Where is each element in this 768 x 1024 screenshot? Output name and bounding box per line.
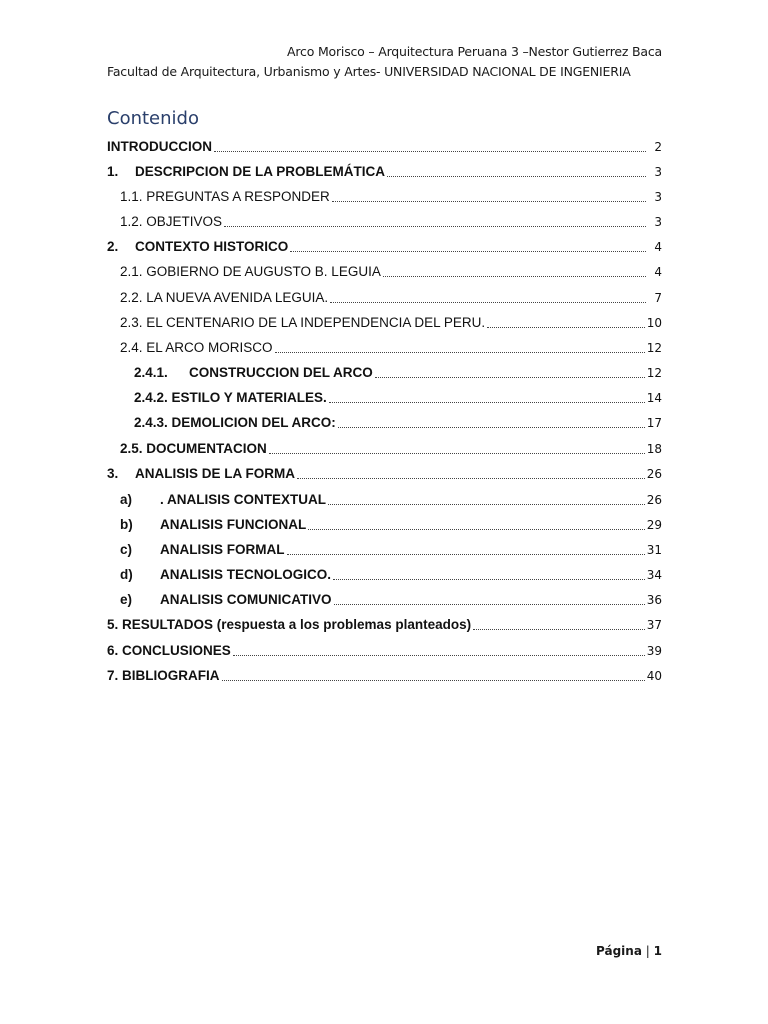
toc-entry[interactable] (134, 409, 662, 431)
toc-entry-title: 2.1. GOBIERNO DE AUGUSTO B. LEGUIA (120, 264, 381, 279)
dot-leader (269, 452, 645, 454)
dot-leader (214, 150, 646, 152)
toc-entry[interactable] (120, 183, 662, 205)
toc-entry-page: 40 (646, 669, 662, 683)
toc-entry-title: ANALISIS COMUNICATIVO (160, 592, 332, 607)
toc-entry[interactable] (120, 511, 662, 533)
toc-entry[interactable] (134, 384, 662, 406)
toc-entry[interactable] (107, 133, 662, 155)
toc-entry-page: 37 (646, 618, 662, 632)
toc-entry-page: 3 (654, 165, 662, 179)
toc-entry-title: CONSTRUCCION DEL ARCO (189, 365, 373, 380)
toc-entry-title: CONTEXTO HISTORICO (135, 239, 289, 254)
toc-entry[interactable] (107, 158, 662, 180)
toc-entry-page: 4 (654, 265, 662, 279)
dot-leader (473, 628, 645, 630)
toc-entry-page: 18 (646, 442, 662, 456)
toc-entry-title: . ANALISIS CONTEXTUAL (160, 492, 327, 507)
toc-entry[interactable] (120, 208, 662, 230)
toc-entry-page: 12 (646, 366, 662, 380)
toc-entry-page: 17 (646, 416, 662, 430)
toc-entry-number: 1. (107, 164, 119, 179)
toc-entry-title: ANALISIS FORMAL (160, 542, 285, 557)
toc-entry-page: 10 (646, 316, 662, 330)
page-separator: | (645, 944, 650, 958)
dot-leader (290, 250, 646, 252)
toc-entry[interactable] (107, 233, 662, 255)
running-header-title: Arco Morisco – Arquitectura Peruana 3 –Nestor Gutierrez Baca (287, 44, 662, 59)
toc-entry-page: 31 (646, 543, 662, 557)
running-header-faculty: Facultad de Arquitectura, Urbanismo y Artes- UNIVERSIDAD NACIONAL DE INGENIERIA (107, 64, 631, 79)
toc-entry-title: 2.4.2. ESTILO Y MATERIALES. (134, 390, 327, 405)
dot-leader (333, 578, 645, 580)
toc-entry[interactable] (107, 611, 662, 633)
page-label: Página (596, 944, 642, 958)
toc-entry-number: c) (120, 542, 133, 557)
dot-leader (387, 175, 646, 177)
toc-entry-title: 7. BIBLIOGRAFIA (107, 668, 220, 683)
dot-leader (329, 401, 645, 403)
toc-entry-title: ANALISIS DE LA FORMA (135, 466, 295, 481)
toc-entry[interactable] (120, 486, 662, 508)
toc-entry-page: 36 (646, 593, 662, 607)
toc-entry-number: a) (120, 492, 133, 507)
toc-entry-page: 3 (654, 190, 662, 204)
toc-entry-title: ANALISIS TECNOLOGICO. (160, 567, 332, 582)
toc-entry-title: 2.3. EL CENTENARIO DE LA INDEPENDENCIA DEL PERU. (120, 315, 486, 330)
dot-leader (332, 200, 646, 202)
toc-entry-title: INTRODUCCION (107, 139, 212, 154)
toc-entry-title: 1.1. PREGUNTAS A RESPONDER (120, 189, 330, 204)
toc-entry-title: 5. RESULTADOS (respuesta a los problemas planteados) (107, 617, 472, 632)
toc-entry[interactable] (120, 309, 662, 331)
toc-entry-title: 2.5. DOCUMENTACION (120, 441, 267, 456)
toc-heading: Contenido (107, 108, 199, 129)
toc-entry[interactable] (120, 586, 662, 608)
toc-entry[interactable] (120, 284, 662, 306)
toc-entry[interactable] (134, 359, 662, 381)
toc-entry-page: 3 (654, 215, 662, 229)
toc-entry[interactable] (120, 258, 662, 280)
toc-entry-page: 29 (646, 518, 662, 532)
toc-entry[interactable] (107, 460, 662, 482)
dot-leader (297, 477, 645, 479)
toc-entry[interactable] (107, 662, 662, 684)
toc-entry-title: 2.4.3. DEMOLICION DEL ARCO: (134, 415, 336, 430)
toc-entry-page: 26 (646, 493, 662, 507)
dot-leader (338, 426, 645, 428)
toc-entry-title: 6. CONCLUSIONES (107, 643, 231, 658)
toc-entry[interactable] (120, 561, 662, 583)
toc-entry[interactable] (107, 637, 662, 659)
toc-entry-number: e) (120, 592, 133, 607)
toc-entry-page: 26 (646, 467, 662, 481)
toc-entry-title: 2.2. LA NUEVA AVENIDA LEGUIA. (120, 290, 329, 305)
toc-entry-page: 39 (646, 644, 662, 658)
toc-entry-title: ANALISIS FUNCIONAL (160, 517, 307, 532)
toc-entry-page: 12 (646, 341, 662, 355)
toc-entry-page: 4 (654, 240, 662, 254)
toc-entry-number: 2. (107, 239, 119, 254)
page-number: 1 (653, 944, 662, 958)
dot-leader (330, 301, 646, 303)
dot-leader (275, 351, 645, 353)
toc-entry-title: 2.4. EL ARCO MORISCO (120, 340, 273, 355)
dot-leader (233, 654, 645, 656)
dot-leader (308, 528, 644, 530)
toc-entry-number: b) (120, 517, 133, 532)
toc-entry-number: 3. (107, 466, 119, 481)
toc-entry-number: 2.4.1. (134, 365, 168, 380)
dot-leader (383, 275, 646, 277)
toc-entry-title: DESCRIPCION DE LA PROBLEMÁTICA (135, 164, 386, 179)
toc-entry[interactable] (120, 536, 662, 558)
toc-entry[interactable] (120, 435, 662, 457)
dot-leader (375, 376, 645, 378)
dot-leader (334, 603, 645, 605)
toc-entry-page: 34 (646, 568, 662, 582)
toc-entry-title: 1.2. OBJETIVOS (120, 214, 223, 229)
toc-entry-number: d) (120, 567, 133, 582)
dot-leader (222, 679, 645, 681)
toc-entry-page: 2 (654, 140, 662, 154)
dot-leader (287, 553, 645, 555)
toc-entry-page: 14 (646, 391, 662, 405)
dot-leader (487, 326, 645, 328)
toc-entry-page: 7 (654, 291, 662, 305)
dot-leader (224, 225, 646, 227)
page-footer (596, 944, 662, 958)
dot-leader (328, 503, 645, 505)
toc-entry[interactable] (120, 334, 662, 356)
